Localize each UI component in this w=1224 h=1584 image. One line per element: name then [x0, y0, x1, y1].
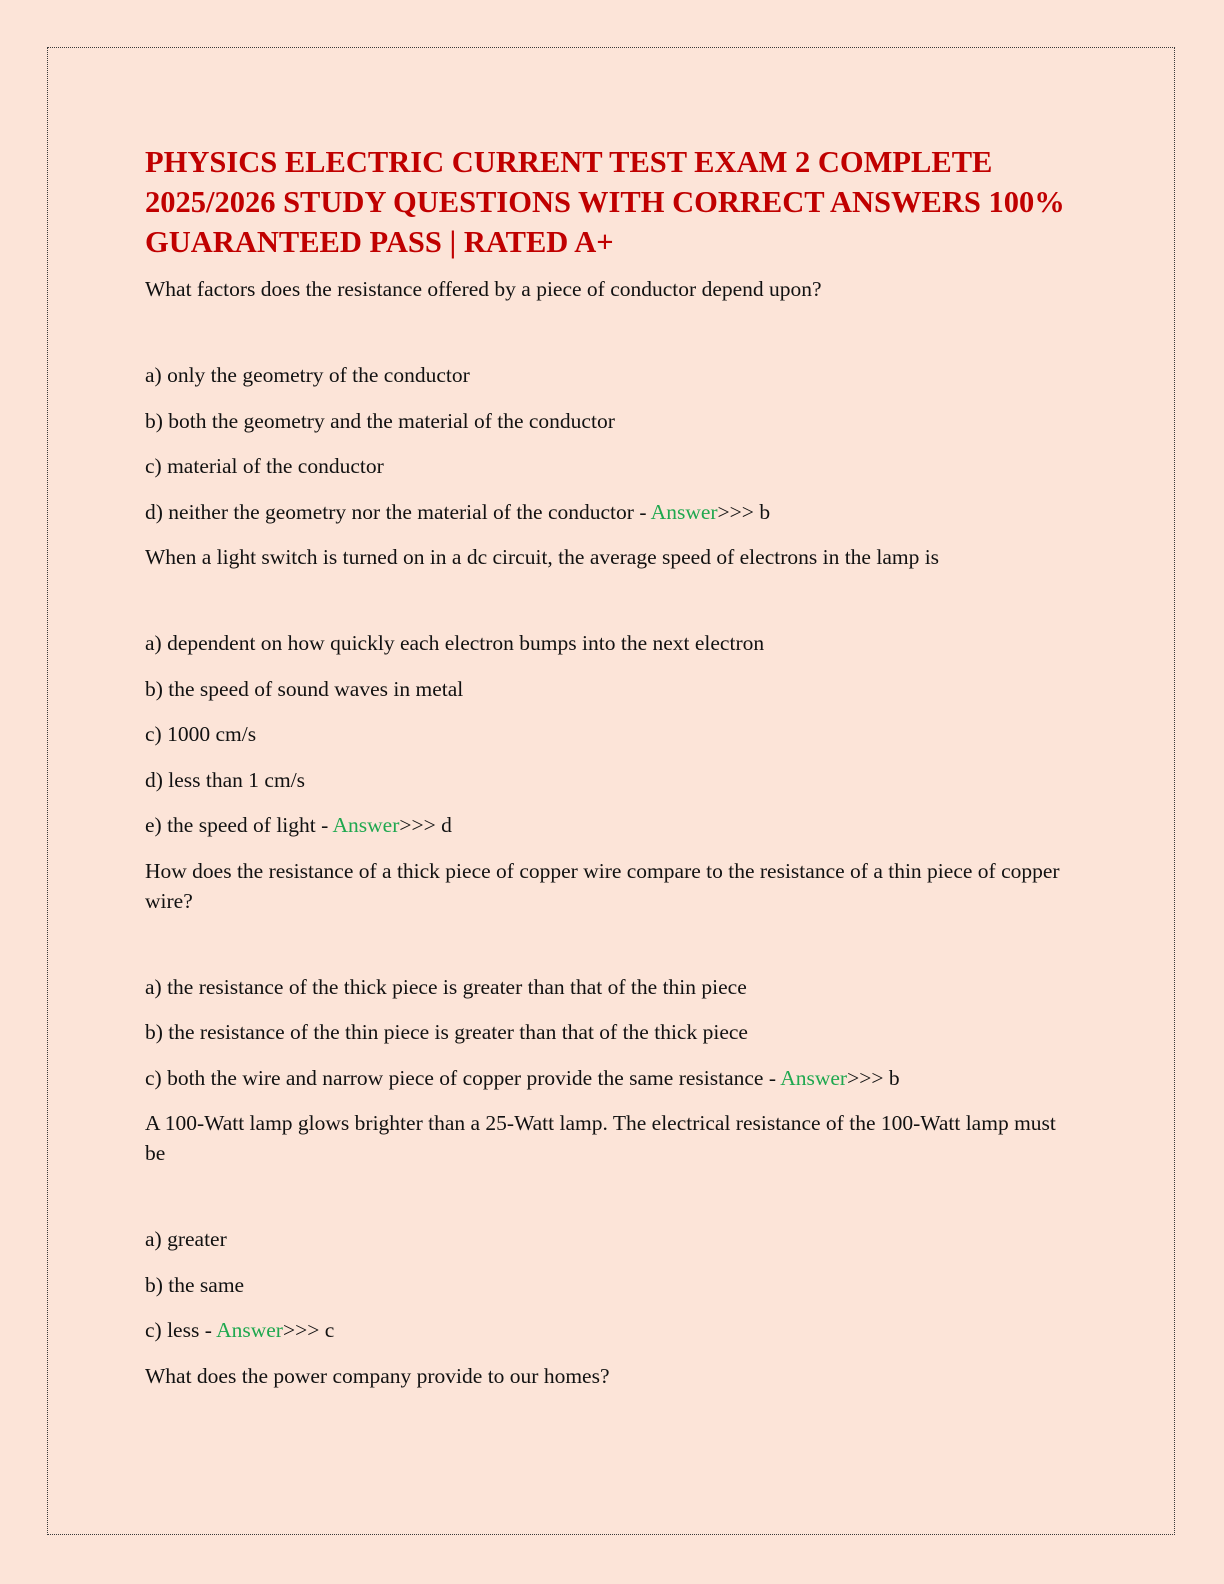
option-text: b) the resistance of the thin piece is greater than that of the thick piece: [145, 1020, 748, 1044]
option-text: d) less than 1 cm/s: [145, 767, 306, 792]
question-text: When a light switch is turned on in a dc circuit, the average speed of electrons in the lamp is: [145, 545, 940, 569]
correct-answer: b: [888, 1065, 900, 1090]
question-text: What factors does the resistance offered by a piece of conductor depend upon?: [145, 277, 822, 301]
question-spacer: [145, 1168, 1075, 1224]
correct-answer: c: [324, 1318, 335, 1342]
answer-separator: -: [763, 1065, 781, 1090]
answer-option: [145, 810, 1075, 840]
option-text: a) greater: [145, 1227, 227, 1251]
answer-option: [145, 1270, 1075, 1300]
question-spacer: [145, 916, 1075, 972]
document-body: [145, 142, 1075, 1406]
answer-option: [145, 406, 1075, 436]
question-text: What does the power company provide to our homes?: [145, 1363, 610, 1388]
answer-label: Answer: [332, 813, 400, 837]
option-text: b) both the geometry and the material of the conductor: [145, 408, 615, 433]
option-text: b) the speed of sound waves in metal: [145, 676, 464, 701]
option-text: b) the same: [145, 1272, 245, 1297]
answer-option: [145, 360, 1075, 390]
answer-label: Answer: [780, 1065, 848, 1090]
question-block: [145, 856, 1075, 1093]
option-text: c) less: [145, 1318, 200, 1342]
question-spacer: [145, 1391, 1075, 1406]
answer-marker: >>>: [847, 1065, 889, 1090]
answer-marker: >>>: [282, 1318, 325, 1342]
answer-separator: -: [633, 499, 651, 524]
document-title: PHYSICS ELECTRIC CURRENT TEST EXAM 2 COMPLETE 2025/2026 STUDY QUESTIONS WITH CORRECT ANSWERS 100% GUARANTEED PASS | RATED A+: [145, 145, 1065, 259]
answer-option: [145, 1063, 1075, 1093]
option-text: a) only the geometry of the conductor: [145, 363, 470, 387]
correct-answer: b: [759, 499, 771, 524]
answer-option: [145, 972, 1075, 1002]
correct-answer: d: [441, 813, 452, 837]
answer-option: [145, 674, 1075, 704]
answer-label: Answer: [650, 499, 718, 524]
question-block: [145, 274, 1075, 527]
question-spacer: [145, 572, 1075, 628]
answer-option: [145, 1315, 1075, 1345]
question-spacer: [145, 304, 1075, 360]
option-text: d) neither the geometry nor the material of the conductor: [145, 499, 634, 524]
answer-separator: -: [315, 813, 333, 837]
answer-option: [145, 497, 1075, 527]
option-text: c) both the wire and narrow piece of copper provide the same resistance: [145, 1065, 764, 1090]
question-list: [145, 274, 1075, 1406]
option-text: e) the speed of light: [145, 813, 316, 837]
answer-option: [145, 628, 1075, 658]
question-text: A 100-Watt lamp glows brighter than a 25-Watt lamp. The electrical resistance of the 100-Watt lamp must be: [145, 1111, 1056, 1165]
answer-separator: -: [199, 1318, 217, 1342]
option-text: c) 1000 cm/s: [145, 722, 257, 746]
answer-marker: >>>: [399, 813, 442, 837]
question-block: [145, 1108, 1075, 1345]
answer-option: [145, 765, 1075, 795]
option-text: a) the resistance of the thick piece is greater than that of the thin piece: [145, 974, 747, 999]
answer-marker: >>>: [717, 499, 760, 524]
answer-option: [145, 1224, 1075, 1254]
answer-option: [145, 451, 1075, 481]
option-text: c) material of the conductor: [145, 454, 384, 478]
answer-option: [145, 719, 1075, 749]
question-text: How does the resistance of a thick piece of copper wire compare to the resistance of a thin piece of copper wire?: [145, 858, 1060, 913]
answer-label: Answer: [216, 1318, 283, 1342]
question-block: [145, 542, 1075, 840]
question-block: [145, 1361, 1075, 1406]
option-text: a) dependent on how quickly each electron bumps into the next electron: [145, 631, 765, 655]
answer-option: [145, 1017, 1075, 1047]
